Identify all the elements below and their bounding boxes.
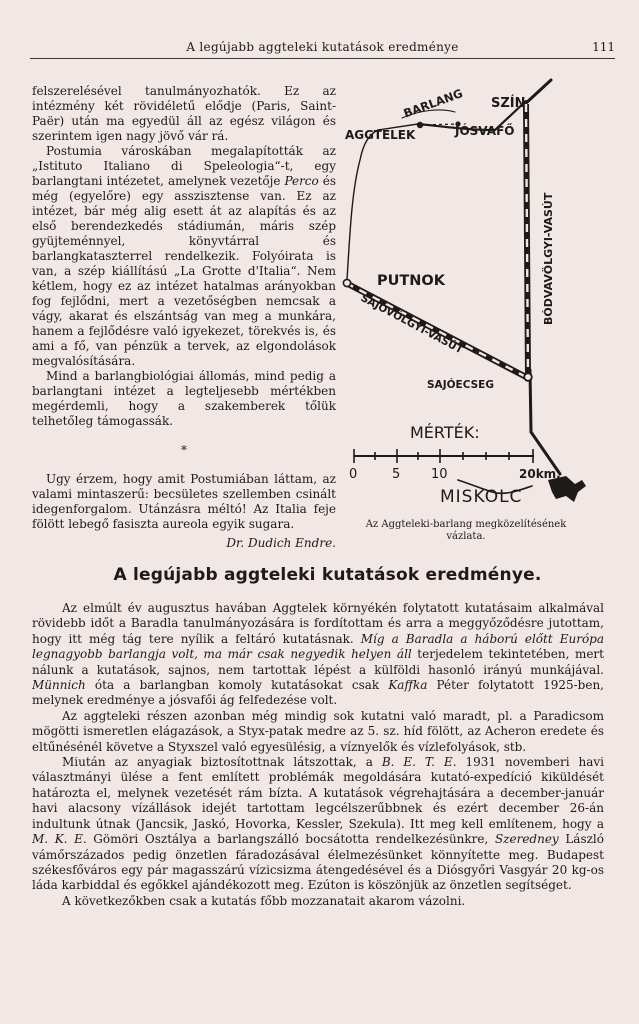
- map-label-aggtelek: AGGTELEK: [345, 128, 416, 142]
- paragraph: felszerelésével tanulmányozhatók. Ez az intézmény két rövidéletű elődje (Paris, Saint-Paër) után ma egyedül áll az egész világon és szerintem igen nagy jövő vár rá.: [32, 84, 336, 143]
- italic-name: Szeredney: [494, 832, 559, 847]
- section-separator: *: [181, 443, 187, 457]
- running-title: A legújabb aggteleki kutatások eredménye: [186, 40, 459, 54]
- text-run: óta a barlangban komoly kutatásokat csak: [85, 678, 389, 693]
- paragraph: A következőkben csak a kutatás főbb mozzanatait akarom vázolni.: [62, 893, 466, 908]
- paragraph: [32, 144, 336, 369]
- map-label-josvafo: JÓSVAFŐ: [455, 124, 515, 138]
- map-road-line: [525, 80, 551, 104]
- sajoecseg-marker: [524, 373, 532, 381]
- scale-tick-10: 10: [431, 467, 448, 482]
- text-run: 1931 novemberi havi választmányi ülése a fent említett problémák megoldására kutató-expedíció kiküldését határozta el, melynek vezetését rám bízta. A kutatások végrehajtására a december-január havi alacsony vízállások idejét tartottam legcélszerűbbnek és ezért december 26-án indultunk útnak (Jancsik, Jaskó, Hovorka, Kessler, Szekula). Itt meg kell említenem, hogy a: [32, 755, 604, 831]
- paragraph: Ugy érzem, hogy amit Postumiában láttam, az valami mintaszerű: becsületes szellemben csinált idegenforgalom. Utánzásra méltó! Az Italia feje fölött lebegő fasiszta aureola egyik sugara.: [32, 472, 336, 531]
- section-title: A legújabb aggteleki kutatások eredménye.: [113, 565, 542, 585]
- page-number: 111: [592, 40, 615, 54]
- map-label-barlang: BARLANG: [401, 86, 465, 121]
- italic-name: B. E. T. E.: [381, 755, 457, 770]
- map-label-sajovolgyi-vasut: SAJÓVÖLGYI-VASÚT: [358, 292, 465, 357]
- italic-text: Míg a Baradla a háború előtt Európa legnagyobb barlangja volt, ma már csak negyedik helyen áll: [32, 631, 605, 662]
- body-text: [32, 601, 604, 909]
- map-label-putnok: PUTNOK: [377, 273, 445, 289]
- italic-name: Kaffka: [388, 678, 428, 693]
- text-run: Gömöri Osztálya a barlangszálló bocsátotta rendelkezésünkre,: [86, 832, 495, 847]
- map-label-miskolc: MISKOLC: [440, 487, 523, 507]
- sketch-map: [330, 72, 592, 518]
- author-signature: Dr. Dudich Endre.: [226, 536, 336, 550]
- map-label-sajoecseg: SAJÓECSEG: [427, 379, 494, 391]
- map-label-szin: SZÍN: [491, 96, 526, 111]
- putnok-marker: [343, 279, 350, 286]
- text-run: László vámőrszázados pedig önzetlen fáradozásával élelmezésünket könnyítette meg. Budapest székesfőváros egy pár magasszárú vízicsizma átengedésével és a Diósgyőri Vasgyár 20 kg-os láda karbiddal és egőkkel ajándékozott meg. Ezúton is köszönjük az önzetlen segítséget.: [32, 832, 604, 893]
- scale-title: MÉRTÉK:: [410, 423, 480, 442]
- text-run: és még (egyelőre) egy asszisztense van. Ez az intézet, bár még alig esett át az alapítás és az első berendezkedés stádiumán, máris szép gyüjteménnyel, könyvtárral és barlangkataszterrel rendelkezik. Folyóirata is van, a szép kiállítású „La Grotte d'Italia“. Nem kétlem, hogy ez az intézet hatalmas arányokban fog fejlődni, mert a vezetőségben nemcsak a vágy, akarat és elszántság van meg a munkára, hanem a fejlődésre való igyekezet, törekvés is, és ami a fő, van pénzük a tervek, az elgondolások megvalósítására.: [32, 174, 337, 368]
- running-header: [30, 36, 615, 59]
- paragraph: [32, 601, 604, 709]
- left-column-text: [32, 84, 336, 551]
- paragraph: Az aggteleki részen azonban még mindig sok kutatni való maradt, pl. a Paradicsom mögötti ismeretlen elágazások, a Styx-patak medre az 5. sz. híd fölött, az Acheron eredete és eltűnésénél követve a Styxszel való egyesülésig, a víznyelők és vízlefolyások, stb.: [32, 708, 604, 754]
- map-caption: Az Aggteleki-barlang megközelítésének vázlata.: [365, 519, 567, 542]
- paragraph: Mind a barlangbiológiai állomás, mind pedig a barlangtani intézet a legteljesebb mértékben megérdemli, hogy a szakemberek tőlük telhetőleg támogassák.: [32, 369, 336, 428]
- aggtelek-marker: [417, 122, 423, 128]
- italic-name: Münnich: [32, 678, 86, 693]
- scale-tick-0: 0: [349, 467, 358, 482]
- scale-tick-20km: 20km.: [519, 467, 561, 481]
- italic-name: Perco: [284, 174, 319, 188]
- text-run: Postumia városkában megalapították az „Istituto Italiano di Speleologia“-t, egy barlangtani intézetet, amelynek vezetője: [32, 144, 336, 188]
- italic-name: M. K. E.: [32, 832, 87, 847]
- text-run: Miután az anyagiak biztosítottnak látszottak, a: [62, 755, 382, 770]
- map-road-line: [347, 130, 378, 280]
- paragraph: [32, 755, 604, 894]
- text-run: Péter folytatott 1925-ben, melynek eredménye a jósvafői ág felfedezése volt.: [32, 678, 604, 708]
- text-run: terjedelem tekintetében, mert nálunk a kutatások, sajnos, nem tartottak lépést a külföldi hasonló irányú munkájával.: [32, 647, 604, 677]
- text-run: Az elmúlt év augusztus havában Aggtelek környékén folytatott kutatásaim alkalmával rövidebb időt a Baradla tanulmányozására is fordítottam és arra a meggyőződésre jutottam, hogy itt még tág tere nyílik a feltáró kutatásnak.: [32, 601, 604, 646]
- map-label-bodvavolgyi-vasut: BÓDVAVÖLGYI-VASÚT: [542, 192, 555, 325]
- scale-tick-5: 5: [392, 467, 401, 482]
